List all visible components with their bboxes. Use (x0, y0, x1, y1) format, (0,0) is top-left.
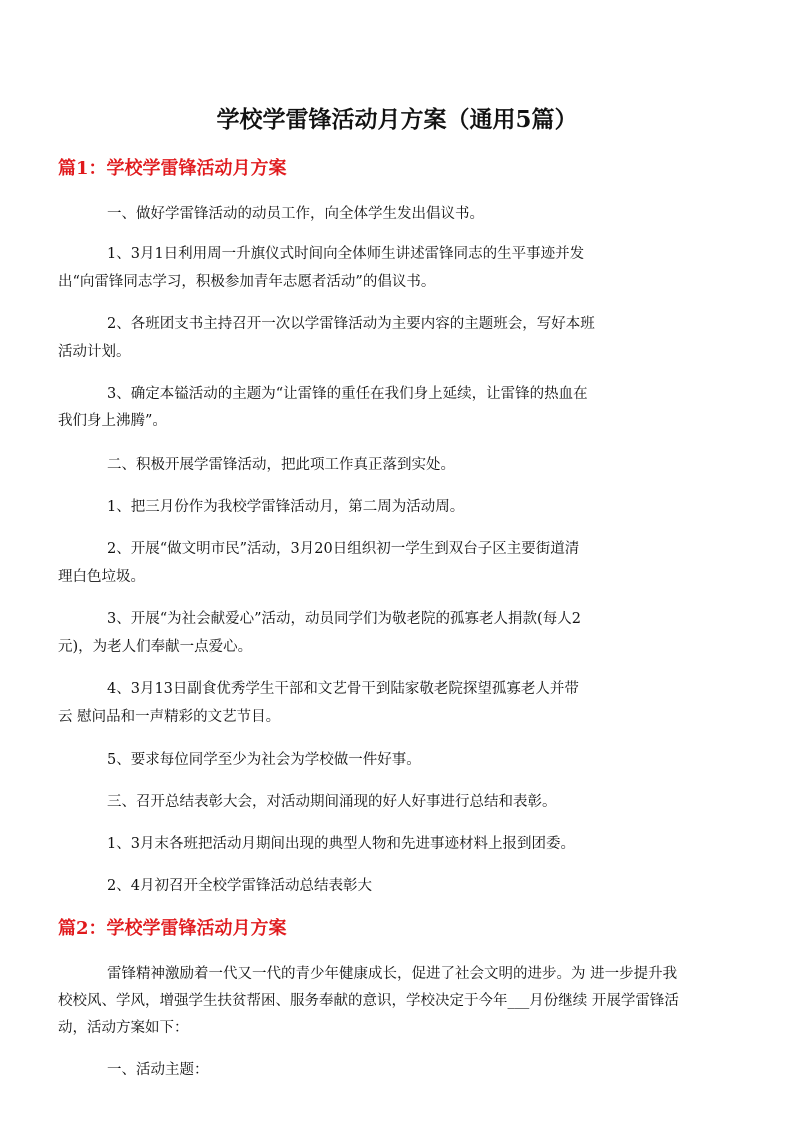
paragraph-line: 元)，为老人们奉献一点爱心。 (58, 639, 253, 655)
paragraph-line: 2、4月初召开全校学雷锋活动总结表彰大 (107, 878, 372, 894)
section-heading-2: 篇2：学校学雷锋活动月方案 (58, 918, 287, 939)
paragraph-line: 我们身上沸腾”。 (58, 413, 167, 429)
paragraph-line: 一、做好学雷锋活动的动员工作，向全体学生发出倡议书。 (107, 206, 484, 222)
paragraph-line: 校校风、学风，增强学生扶贫帮困、服务奉献的意识，学校决定于今年___月份继续 开展学雷锋活 (58, 993, 679, 1009)
paragraph-line: 一、活动主题： (107, 1062, 209, 1078)
paragraph-line: 4、3月13日副食优秀学生干部和文艺骨干到陆家敬老院探望孤寡老人并带 (107, 681, 579, 697)
paragraph-line: 1、把三月份作为我校学雷锋活动月，第二周为活动周。 (107, 499, 465, 515)
document-title: 学校学雷锋活动月方案（通用5篇） (216, 106, 578, 133)
paragraph-line: 1、3月1日利用周一升旗仪式时间向全体师生讲述雷锋同志的生平事迹并发 (107, 246, 585, 262)
paragraph-line: 3、确定本镒活动的主题为“让雷锋的重任在我们身上延续，让雷锋的热血在 (107, 386, 588, 402)
paragraph-line: 活动计划。 (58, 344, 131, 360)
section-heading-1: 篇1：学校学雷锋活动月方案 (58, 158, 287, 179)
paragraph-line: 二、积极开展学雷锋活动，把此项工作真正落到实处。 (107, 457, 455, 473)
paragraph-line: 3、开展“为社会献爱心”活动，动员同学们为敬老院的孤寡老人捐款(每人2 (107, 611, 581, 627)
paragraph-line: 2、各班团支书主持召开一次以学雷锋活动为主要内容的主题班会，写好本班 (107, 316, 595, 332)
paragraph-line: 雷锋精神激励着一代又一代的青少年健康成长，促进了社会文明的进步。为 进一步提升我 (107, 966, 678, 982)
paragraph-line: 三、召开总结表彰大会，对活动期间涌现的好人好事进行总结和表彰。 (107, 794, 557, 810)
paragraph-line: 云 慰问品和一声精彩的文艺节目。 (58, 709, 281, 725)
paragraph-line: 出“向雷锋同志学习，积极参加青年志愿者活动”的倡议书。 (58, 274, 436, 290)
paragraph-line: 2、开展“做文明市民”活动，3月20日组织初一学生到双台子区主要街道清 (107, 541, 580, 557)
paragraph-line: 动，活动方案如下： (58, 1020, 189, 1036)
paragraph-line: 5、要求每位同学至少为社会为学校做一件好事。 (107, 752, 421, 768)
paragraph-line: 理白色垃圾。 (58, 569, 145, 585)
paragraph-line: 1、3月末各班把活动月期间出现的典型人物和先进事迹材料上报到团委。 (107, 836, 575, 852)
